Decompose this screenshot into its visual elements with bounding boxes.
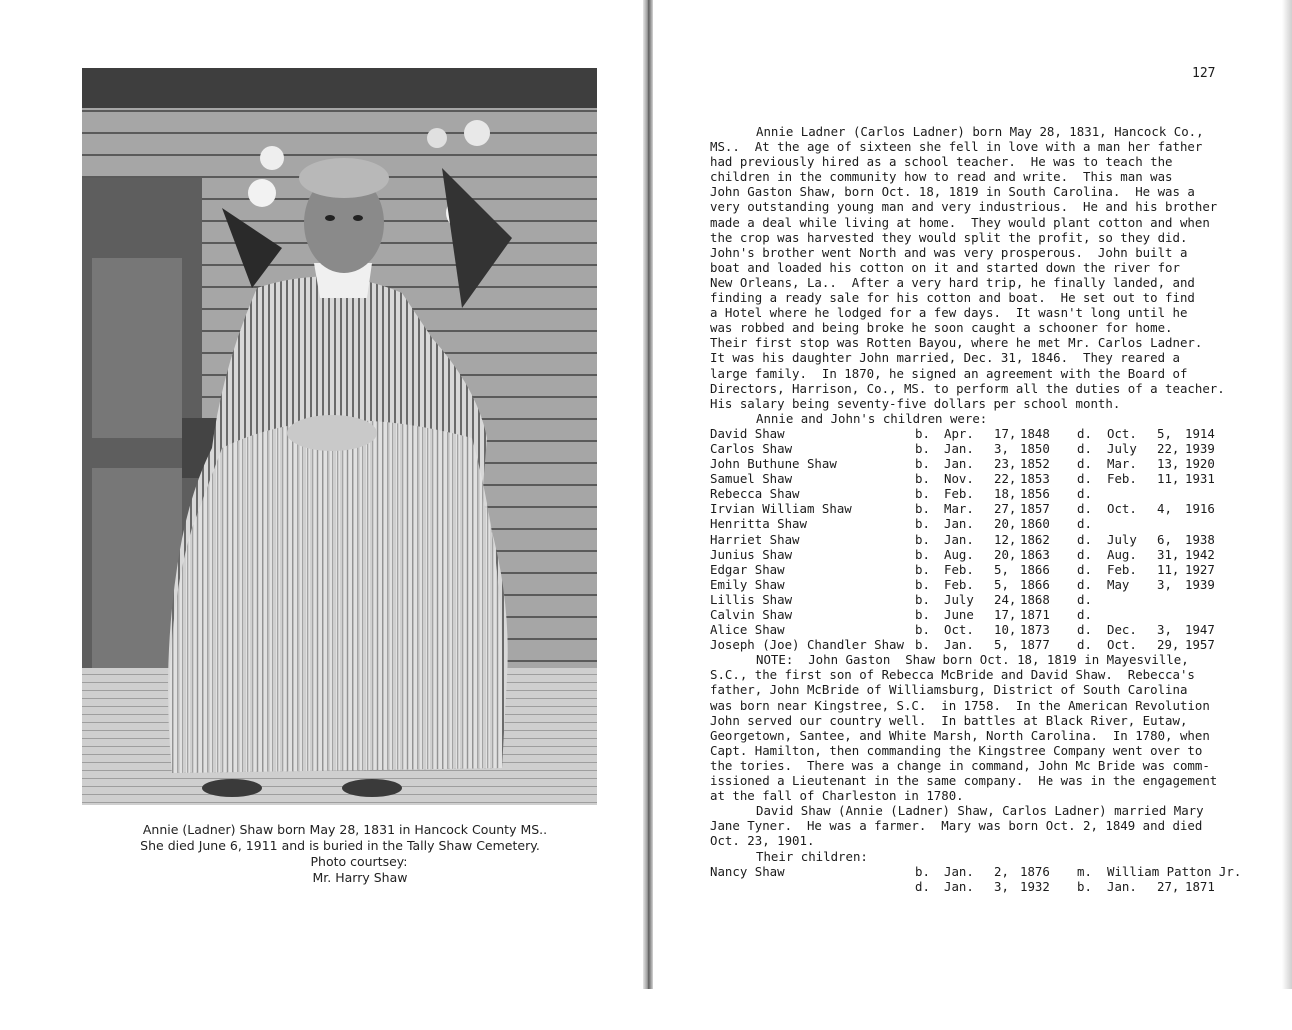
- spouse-born-year: 1871: [1185, 878, 1215, 894]
- died-year: 1920: [1185, 456, 1215, 472]
- died-month: Oct.: [1107, 425, 1137, 441]
- book-gutter: [643, 0, 653, 989]
- born-year: 1852: [1020, 456, 1050, 472]
- table-row: [710, 501, 1270, 516]
- died-month: Oct.: [1107, 501, 1137, 517]
- died-month: Mar.: [1107, 456, 1137, 472]
- page-edge: [1282, 0, 1292, 989]
- text-line: very outstanding young man and very industrious. He and his brother: [710, 199, 1218, 215]
- born-month: Feb.: [944, 576, 974, 592]
- spouse-born-marker: b.: [1077, 878, 1092, 894]
- text-line: David Shaw (Annie (Ladner) Shaw, Carlos Ladner) married Mary: [756, 803, 1204, 819]
- paragraph-biography: [710, 124, 1270, 411]
- died-day: 4,: [1157, 501, 1172, 517]
- died-day: 31,: [1157, 546, 1180, 562]
- born-year: 1868: [1020, 591, 1050, 607]
- born-year: 1853: [1020, 471, 1050, 487]
- born-day: 5,: [994, 637, 1009, 653]
- born-year: 1856: [1020, 486, 1050, 502]
- born-day: 10,: [994, 622, 1017, 638]
- child-name: Carlos Shaw: [710, 440, 793, 456]
- table-row: [710, 562, 1270, 577]
- born-marker: b.: [915, 486, 930, 502]
- nancy-row-1: [710, 864, 1270, 879]
- child-name: Rebecca Shaw: [710, 486, 800, 502]
- born-year: 1866: [1020, 561, 1050, 577]
- died-month: Dec.: [1107, 622, 1137, 638]
- born-month: Oct.: [944, 622, 974, 638]
- born-month: June: [944, 607, 974, 622]
- died-day: 3,: [994, 878, 1009, 894]
- their-children-intro: Their children:: [756, 848, 868, 864]
- died-day: 11,: [1157, 561, 1180, 577]
- born-day: 18,: [994, 486, 1017, 502]
- born-marker: b.: [915, 456, 930, 472]
- child-name: Lillis Shaw: [710, 591, 793, 607]
- died-year: 1947: [1185, 622, 1215, 638]
- caption-line: She died June 6, 1911 and is buried in the Tally Shaw Cemetery.: [140, 838, 540, 853]
- died-day: 3,: [1157, 576, 1172, 592]
- table-row: [710, 456, 1270, 471]
- born-marker: b.: [915, 546, 930, 562]
- died-day: 5,: [1157, 425, 1172, 441]
- born-month: Jan.: [944, 531, 974, 547]
- died-marker: d.: [1077, 425, 1092, 441]
- text-line: Directors, Harrison, Co., MS. to perform all the duties of a teacher.: [710, 380, 1225, 396]
- born-marker: b.: [915, 637, 930, 653]
- born-month: Jan.: [944, 516, 974, 532]
- child-name: Joseph (Joe) Chandler Shaw: [710, 637, 904, 653]
- married-marker: m.: [1077, 863, 1092, 879]
- born-day: 5,: [994, 561, 1009, 577]
- died-year: 1938: [1185, 531, 1215, 547]
- born-marker: b.: [915, 440, 930, 456]
- died-year: 1932: [1020, 878, 1050, 894]
- born-month: Jan.: [944, 440, 974, 456]
- died-marker: d.: [1077, 576, 1092, 592]
- children-table: [710, 426, 1270, 652]
- born-month: Feb.: [944, 561, 974, 577]
- died-marker: d.: [1077, 561, 1092, 577]
- child-name: Junius Shaw: [710, 546, 793, 562]
- born-year: 1860: [1020, 516, 1050, 532]
- born-marker: b.: [915, 607, 930, 622]
- born-marker: b.: [915, 425, 930, 441]
- text-line: the crop was harvested they would split the profit, so they did.: [710, 229, 1188, 245]
- born-month: Nov.: [944, 471, 974, 487]
- born-day: 17,: [994, 607, 1017, 622]
- born-year: 1871: [1020, 607, 1050, 622]
- text-line: It was his daughter John married, Dec. 31, 1846. They reared a: [710, 350, 1180, 366]
- table-row: [710, 471, 1270, 486]
- died-marker: d.: [1077, 501, 1092, 517]
- born-marker: b.: [915, 501, 930, 517]
- born-year: 1873: [1020, 622, 1050, 638]
- spouse-name: William Patton Jr.: [1107, 863, 1242, 879]
- text-line: Jane Tyner. He was a farmer. Mary was born Oct. 2, 1849 and died: [710, 818, 1203, 834]
- born-day: 5,: [994, 576, 1009, 592]
- text-line: at the fall of Charleston in 1780.: [710, 788, 964, 804]
- text-line: Their first stop was Rotten Bayou, where he met Mr. Carlos Ladner.: [710, 335, 1203, 351]
- child-name: Harriet Shaw: [710, 531, 800, 547]
- born-marker: b.: [915, 576, 930, 592]
- child-name: Irvian William Shaw: [710, 501, 852, 517]
- died-year: 1942: [1185, 546, 1215, 562]
- table-row: [710, 607, 1270, 622]
- died-marker: d.: [1077, 591, 1092, 607]
- died-day: 29,: [1157, 637, 1180, 653]
- portrait-photo: [82, 68, 597, 805]
- born-month: Aug.: [944, 546, 974, 562]
- born-marker: b.: [915, 622, 930, 638]
- children-intro: Annie and John's children were:: [756, 410, 988, 426]
- text-line: made a deal while living at home. They would plant cotton and when: [710, 214, 1210, 230]
- text-line: was robbed and being broke he soon caught a schooner for home.: [710, 320, 1173, 336]
- died-month: Jan.: [944, 878, 974, 894]
- died-marker: d.: [1077, 622, 1092, 638]
- died-year: 1927: [1185, 561, 1215, 577]
- text-line: Annie Ladner (Carlos Ladner) born May 28, 1831, Hancock Co.,: [756, 124, 1204, 139]
- child-name: Calvin Shaw: [710, 607, 793, 622]
- born-day: 20,: [994, 516, 1017, 532]
- page-number: 127: [1192, 66, 1216, 81]
- child-name: John Buthune Shaw: [710, 456, 837, 472]
- died-marker: d.: [1077, 607, 1092, 622]
- text-line: John Gaston Shaw, born Oct. 18, 1819 in South Carolina. He was a: [710, 184, 1195, 200]
- died-marker: d.: [1077, 471, 1092, 487]
- child-name: Emily Shaw: [710, 576, 785, 592]
- born-year: 1866: [1020, 576, 1050, 592]
- died-year: 1916: [1185, 501, 1215, 517]
- table-row: [710, 516, 1270, 531]
- born-year: 1857: [1020, 501, 1050, 517]
- died-year: 1939: [1185, 440, 1215, 456]
- text-line: Oct. 23, 1901.: [710, 833, 815, 849]
- died-month: July: [1107, 531, 1137, 547]
- died-month: May: [1107, 576, 1130, 592]
- born-month: Jan.: [944, 456, 974, 472]
- text-line: a Hotel where he lodged for a few days. It wasn't long until he: [710, 305, 1188, 321]
- born-marker: b.: [915, 591, 930, 607]
- born-day: 23,: [994, 456, 1017, 472]
- born-day: 12,: [994, 531, 1017, 547]
- died-marker: d.: [1077, 531, 1092, 547]
- died-year: 1939: [1185, 576, 1215, 592]
- born-day: 17,: [994, 425, 1017, 441]
- died-marker: d.: [1077, 440, 1092, 456]
- table-row: [710, 547, 1270, 562]
- born-day: 2,: [994, 863, 1009, 879]
- text-line: finding a ready sale for his cotton and boat. He set out to find: [710, 290, 1195, 306]
- table-row: [710, 426, 1270, 441]
- died-marker: d.: [1077, 486, 1092, 502]
- table-row: [710, 441, 1270, 456]
- died-month: Aug.: [1107, 546, 1137, 562]
- text-line: S.C., the first son of Rebecca McBride and David Shaw. Rebecca's: [710, 667, 1195, 683]
- born-year: 1848: [1020, 425, 1050, 441]
- born-year: 1850: [1020, 440, 1050, 456]
- child-name: David Shaw: [710, 425, 785, 441]
- died-day: 6,: [1157, 531, 1172, 547]
- table-row: [710, 637, 1270, 652]
- text-line: the tories. There was a change in command, John Mc Bride was comm-: [710, 757, 1210, 773]
- text-line: father, John McBride of Williamsburg, District of South Carolina: [710, 682, 1188, 698]
- nancy-row-2: [710, 879, 1270, 894]
- photo-caption: [80, 822, 600, 886]
- text-line: MS.. At the age of sixteen she fell in love with a man her father: [710, 139, 1203, 155]
- table-row: [710, 622, 1270, 637]
- died-marker: d.: [1077, 546, 1092, 562]
- spouse-born-day: 27,: [1157, 878, 1180, 894]
- died-year: 1931: [1185, 471, 1215, 487]
- born-day: 27,: [994, 501, 1017, 517]
- text-line: John served our country well. In battles at Black River, Eutaw,: [710, 712, 1188, 728]
- table-row: [710, 577, 1270, 592]
- text-line: was born near Kingstree, S.C. in 1758. In the American Revolution: [710, 697, 1210, 713]
- text-line: John's brother went North and was very prosperous. John built a: [710, 244, 1188, 260]
- born-year: 1877: [1020, 637, 1050, 653]
- table-row: [710, 532, 1270, 547]
- table-row: [710, 486, 1270, 501]
- text-line: Georgetown, Santee, and White Marsh, North Carolina. In 1780, when: [710, 727, 1210, 743]
- died-marker: d.: [1077, 516, 1092, 532]
- paragraph-david-shaw: [710, 803, 1270, 848]
- born-day: 24,: [994, 591, 1017, 607]
- died-day: 3,: [1157, 622, 1172, 638]
- text-line: Capt. Hamilton, then commanding the Kingstree Company went over to: [710, 742, 1203, 758]
- born-marker: b.: [915, 531, 930, 547]
- born-year: 1876: [1020, 863, 1050, 879]
- text-line: issioned a Lieutenant in the same company. He was in the engagement: [710, 773, 1218, 789]
- caption-line: Mr. Harry Shaw: [312, 870, 408, 885]
- caption-line: Annie (Ladner) Shaw born May 28, 1831 in Hancock County MS..: [142, 822, 548, 837]
- born-month: Mar.: [944, 501, 974, 517]
- born-month: Jan.: [944, 637, 974, 653]
- text-line: NOTE: John Gaston Shaw born Oct. 18, 1819 in Mayesville,: [756, 652, 1189, 668]
- born-month: July: [944, 591, 974, 607]
- died-month: Feb.: [1107, 561, 1137, 577]
- died-year: 1957: [1185, 637, 1215, 653]
- text-line: His salary being seventy-five dollars per school month.: [710, 395, 1121, 411]
- born-marker: b.: [915, 471, 930, 487]
- born-day: 20,: [994, 546, 1017, 562]
- child-name: Alice Shaw: [710, 622, 785, 638]
- died-month: Feb.: [1107, 471, 1137, 487]
- died-month: July: [1107, 440, 1137, 456]
- portrait-image: [82, 68, 597, 805]
- died-day: 13,: [1157, 456, 1180, 472]
- table-row: [710, 592, 1270, 607]
- caption-line: Photo courtsey:: [310, 854, 408, 869]
- born-marker: b.: [915, 561, 930, 577]
- text-line: had previously hired as a school teacher. He was to teach the: [710, 154, 1173, 170]
- born-month: Jan.: [944, 863, 974, 879]
- born-day: 22,: [994, 471, 1017, 487]
- born-marker: b.: [915, 516, 930, 532]
- born-month: Feb.: [944, 486, 974, 502]
- child-name: Nancy Shaw: [710, 863, 785, 879]
- born-year: 1862: [1020, 531, 1050, 547]
- text-line: large family. In 1870, he signed an agreement with the Board of: [710, 365, 1188, 381]
- died-month: Oct.: [1107, 637, 1137, 653]
- text-line: boat and loaded his cotton on it and started down the river for: [710, 259, 1180, 275]
- died-marker: d.: [1077, 456, 1092, 472]
- died-day: 22,: [1157, 440, 1180, 456]
- child-name: Samuel Shaw: [710, 471, 793, 487]
- born-month: Apr.: [944, 425, 974, 441]
- spouse-born-month: Jan.: [1107, 878, 1137, 894]
- born-day: 3,: [994, 440, 1009, 456]
- child-name: Henritta Shaw: [710, 516, 807, 532]
- born-year: 1863: [1020, 546, 1050, 562]
- child-name: Edgar Shaw: [710, 561, 785, 577]
- died-marker: d.: [1077, 637, 1092, 653]
- paragraph-note: [710, 652, 1270, 803]
- text-line: New Orleans, La.. After a very hard trip, he finally landed, and: [710, 274, 1195, 290]
- died-marker: d.: [915, 878, 930, 894]
- page-text: [710, 124, 1270, 894]
- died-day: 11,: [1157, 471, 1180, 487]
- born-marker: b.: [915, 863, 930, 879]
- died-year: 1914: [1185, 425, 1215, 441]
- text-line: children in the community how to read and write. This man was: [710, 169, 1173, 185]
